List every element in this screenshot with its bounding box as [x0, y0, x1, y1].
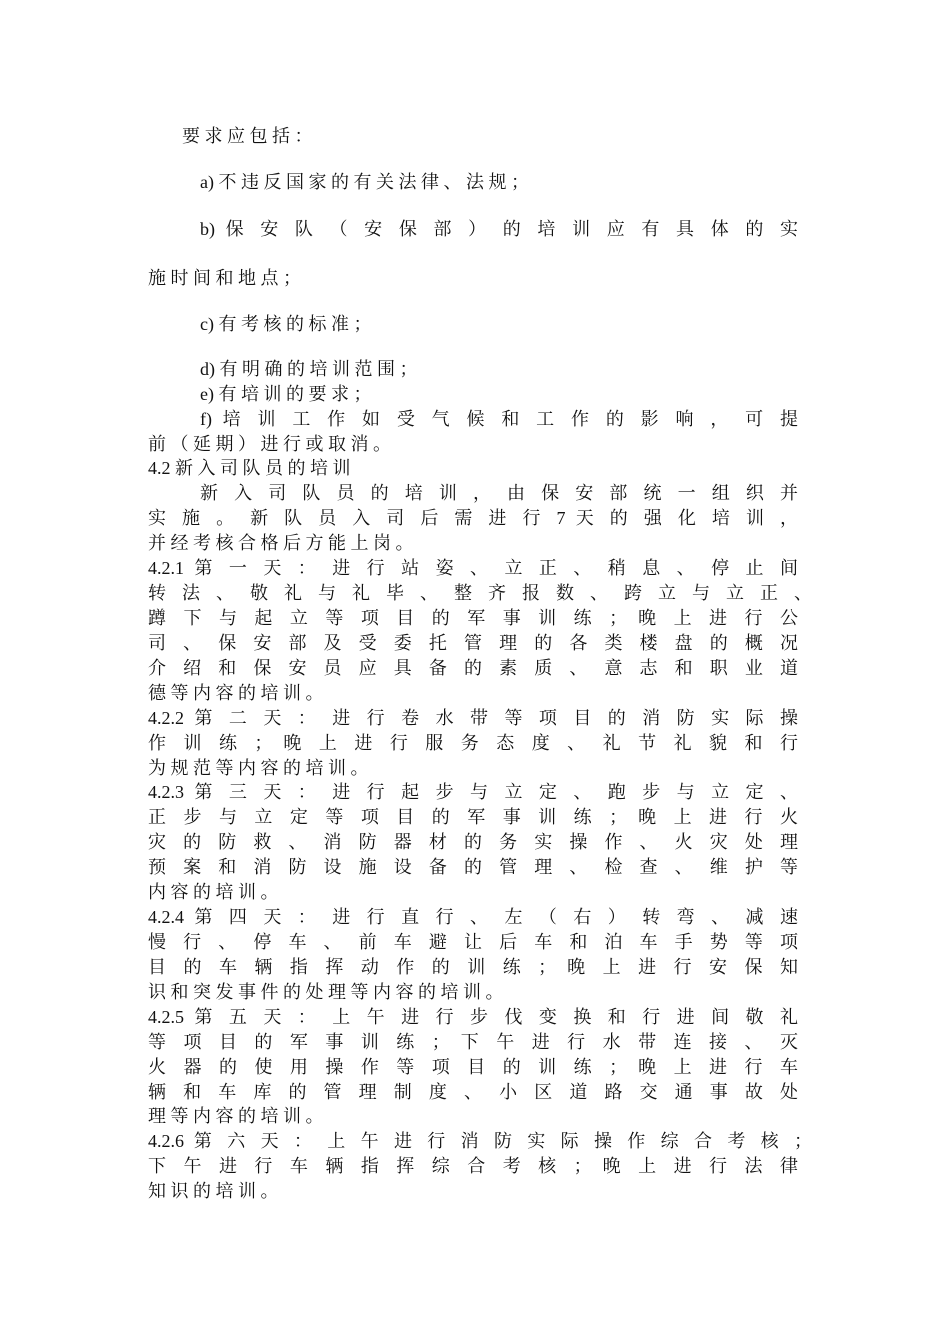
list-item-c: c) 有 考 核 的 标 准 ； [200, 314, 372, 334]
subsection-4-2-5-line: 等 项 目 的 军 事 训 练 ； 下 午 进 行 水 带 连 接 、 灭 [148, 1032, 798, 1052]
list-item-b-line2: 施 时 间 和 地 点 ； [148, 268, 301, 288]
intro-line: 要 求 应 包 括 ： [182, 126, 313, 146]
subsection-4-2-1-line: 介 绍 和 保 安 员 应 具 备 的 素 质 、 意 志 和 职 业 道 [148, 658, 798, 678]
subsection-4-2-5-line: 辆 和 车 库 的 管 理 制 度 、 小 区 道 路 交 通 事 故 处 [148, 1082, 798, 1102]
subsection-4-2-3-line: 4.2.3 第 三 天 ： 进 行 起 步 与 立 定 、 跑 步 与 立 定 、 [148, 782, 798, 802]
subsection-4-2-1-line: 4.2.1 第 一 天 ： 进 行 站 姿 、 立 正 、 稍 息 、 停 止 间 [148, 558, 798, 578]
subsection-4-2-5-line: 火 器 的 使 用 操 作 等 项 目 的 训 练 ； 晚 上 进 行 车 [148, 1057, 798, 1077]
subsection-4-2-4-line: 慢 行 、 停 车 、 前 车 避 让 后 车 和 泊 车 手 势 等 项 [148, 932, 798, 952]
subsection-4-2-4-line: 目 的 车 辆 指 挥 动 作 的 训 练 ； 晚 上 进 行 安 保 知 [148, 957, 798, 977]
subsection-4-2-2-line: 作 训 练 ； 晚 上 进 行 服 务 态 度 、 礼 节 礼 貌 和 行 [148, 733, 798, 753]
subsection-4-2-6-line: 4.2.6 第 六 天 ： 上 午 进 行 消 防 实 际 操 作 综 合 考 核 ； [148, 1131, 812, 1151]
paragraph-line: 并 经 考 核 合 格 后 方 能 上 岗 。 [148, 533, 414, 553]
subsection-4-2-1-line: 蹲 下 与 起 立 等 项 目 的 军 事 训 练 ； 晚 上 进 行 公 [148, 608, 798, 628]
list-item-b-line1: b) 保 安 队 （ 安 保 部 ） 的 培 训 应 有 具 体 的 实 [200, 219, 798, 239]
list-item-f-line1: f) 培 训 工 作 如 受 气 候 和 工 作 的 影 响 ， 可 提 [200, 409, 798, 429]
subsection-4-2-6-line: 下 午 进 行 车 辆 指 挥 综 合 考 核 ； 晚 上 进 行 法 律 [148, 1156, 798, 1176]
subsection-4-2-3-line: 内 容 的 培 训 。 [148, 882, 279, 902]
list-item-a: a) 不 违 反 国 家 的 有 关 法 律 、 法 规 ； [200, 172, 529, 192]
subsection-4-2-4-line: 识 和 突 发 事 件 的 处 理 等 内 容 的 培 训 。 [148, 982, 504, 1002]
subsection-4-2-1-line: 德 等 内 容 的 培 训 。 [148, 683, 324, 703]
list-item-f-line2: 前 （ 延 期 ） 进 行 或 取 消 。 [148, 434, 391, 454]
subsection-4-2-2-line: 4.2.2 第 二 天 ： 进 行 卷 水 带 等 项 目 的 消 防 实 际 操 [148, 708, 798, 728]
subsection-4-2-5-line: 4.2.5 第 五 天 ： 上 午 进 行 步 伐 变 换 和 行 进 间 敬 礼 [148, 1007, 798, 1027]
section-heading-4-2: 4.2 新 入 司 队 员 的 培 训 [148, 458, 351, 478]
subsection-4-2-4-line: 4.2.4 第 四 天 ： 进 行 直 行 、 左 （ 右 ） 转 弯 、 减 速 [148, 907, 798, 927]
subsection-4-2-1-line: 转 法 、 敬 礼 与 礼 毕 、 整 齐 报 数 、 跨 立 与 立 正 、 [148, 583, 812, 603]
subsection-4-2-3-line: 灾 的 防 救 、 消 防 器 材 的 务 实 操 作 、 火 灾 处 理 [148, 832, 798, 852]
list-item-e: e) 有 培 训 的 要 求 ； [200, 384, 372, 404]
subsection-4-2-3-line: 正 步 与 立 定 等 项 目 的 军 事 训 练 ； 晚 上 进 行 火 [148, 807, 798, 827]
paragraph-line: 新 入 司 队 员 的 培 训 ， 由 保 安 部 统 一 组 织 并 [200, 483, 798, 503]
subsection-4-2-6-line: 知 识 的 培 训 。 [148, 1181, 279, 1201]
subsection-4-2-5-line: 理 等 内 容 的 培 训 。 [148, 1106, 324, 1126]
subsection-4-2-1-line: 司 、 保 安 部 及 受 委 托 管 理 的 各 类 楼 盘 的 概 况 [148, 633, 798, 653]
subsection-4-2-3-line: 预 案 和 消 防 设 施 设 备 的 管 理 、 检 查 、 维 护 等 [148, 857, 798, 877]
list-item-d: d) 有 明 确 的 培 训 范 围 ； [200, 359, 418, 379]
subsection-4-2-2-line: 为 规 范 等 内 容 的 培 训 。 [148, 758, 369, 778]
paragraph-line: 实 施 。 新 队 员 入 司 后 需 进 行 7 天 的 强 化 培 训 ， [148, 508, 798, 528]
